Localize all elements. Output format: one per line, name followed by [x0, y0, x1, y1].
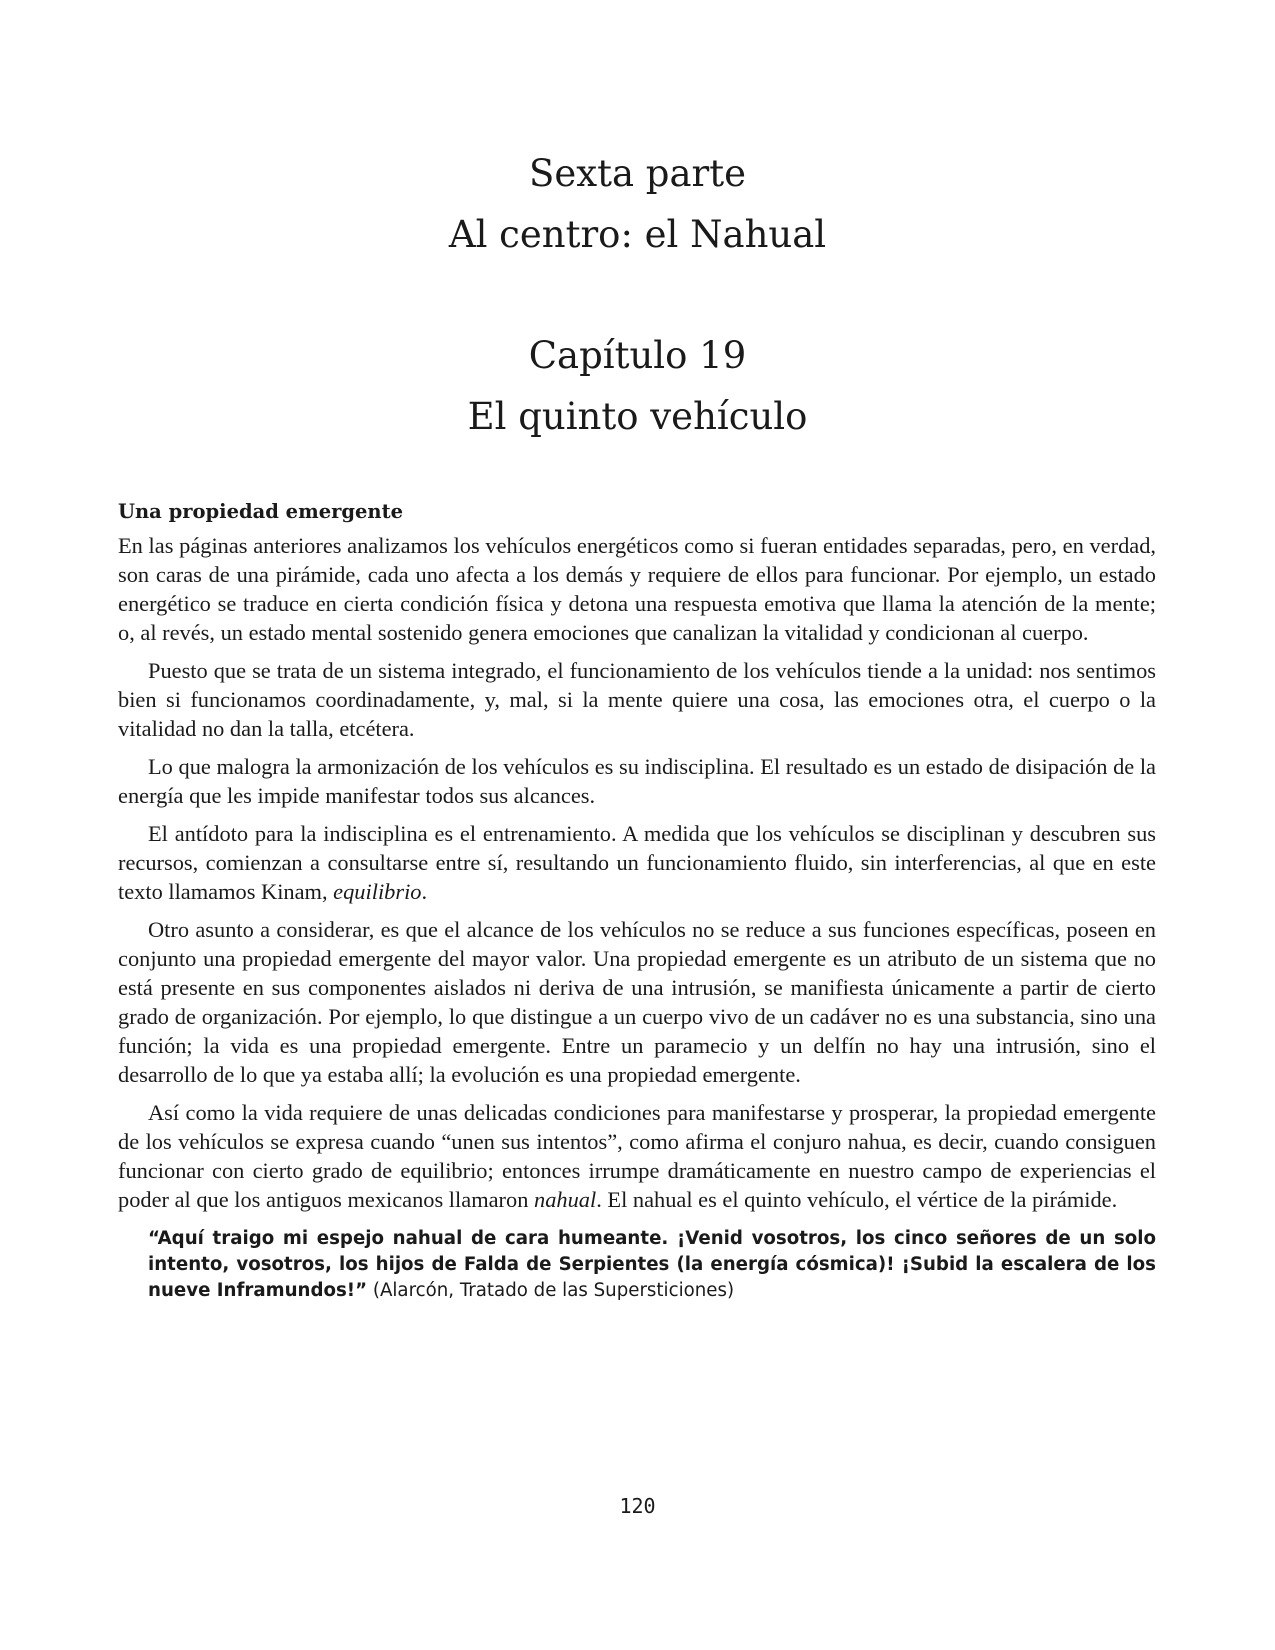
- paragraph-6: [118, 1098, 1156, 1214]
- chapter-heading: [0, 325, 1275, 447]
- paragraph-6-emphasis: nahual: [534, 1187, 597, 1212]
- body-text: [118, 499, 1156, 1304]
- paragraph-4-text: El antídoto para la indisciplina es el entrenamiento. A medida que los vehículos se disciplinan y descubren sus recursos, comienzan a consultarse entre sí, resultando un funcionamiento fluido, sin interferencias, al que en este texto llamamos Kinam,: [118, 821, 1156, 904]
- part-title: Al centro: el Nahual: [448, 213, 827, 256]
- chapter-title: El quinto vehículo: [467, 395, 808, 438]
- paragraph-6-text: Así como la vida requiere de unas delicadas condiciones para manifestarse y prosperar, la propiedad emergente de los vehículos se expresa cuando “unen sus intentos”, como afirma el conjuro nahua, es decir, cuando consiguen funcionar con cierto grado de equilibrio; entonces irrumpe dramáticamente en nuestro campo de experiencias el poder al que los antiguos mexicanos llamaron: [118, 1100, 1156, 1212]
- paragraph-2: Puesto que se trata de un sistema integrado, el funcionamiento de los vehículos tiende a la unidad: nos sentimos bien si funcionamos coordinadamente, y, mal, si la mente quiere una cosa, las emociones otra, el cuerpo o la vitalidad no dan la talla, etcétera.: [118, 658, 1156, 741]
- chapter-label: Capítulo 19: [528, 334, 747, 377]
- paragraph-4-end: .: [421, 879, 428, 904]
- paragraph-3: Lo que malogra la armonización de los vehículos es su indisciplina. El resultado es un estado de disipación de la energía que les impide manifestar todos sus alcances.: [118, 754, 1156, 808]
- page-number: 120: [619, 1494, 656, 1518]
- quote-citation: (Alarcón, Tratado de las Supersticiones): [367, 1280, 735, 1301]
- section-heading: Una propiedad emergente: [118, 500, 404, 523]
- part-label: Sexta parte: [529, 152, 746, 195]
- paragraph-1: En las páginas anteriores analizamos los vehículos energéticos como si fueran entidades separadas, pero, en verdad, son caras de una pirámide, cada uno afecta a los demás y requiere de ellos para funcionar. Por ejemplo, un estado energético se traduce en cierta condición física y detona una respuesta emotiva que llama la atención de la mente; o, al revés, un estado mental sostenido genera emociones que canalizan la vitalidad y condicionan al cuerpo.: [118, 533, 1156, 645]
- quote-text: “Aquí traigo mi espejo nahual de cara humeante. ¡Venid vosotros, los cinco señores de un solo intento, vosotros, los hijos de Falda de Serpientes (la energía cósmica)! ¡Subid la escalera de los nueve Inframundos!”: [148, 1228, 1156, 1301]
- part-heading: [0, 143, 1275, 265]
- paragraph-4: [118, 819, 1156, 906]
- paragraph-5: Otro asunto a considerar, es que el alcance de los vehículos no se reduce a sus funciones específicas, poseen en conjunto una propiedad emergente del mayor valor. Una propiedad emergente es un atributo de un sistema que no está presente en sus componentes aislados ni deriva de una intrusión, se manifiesta únicamente a partir de cierto grado de organización. Por ejemplo, lo que distingue a un cuerpo vivo de un cadáver no es una substancia, sino una función; la vida es una propiedad emergente. Entre un paramecio y un delfín no hay una intrusión, sino el desarrollo de lo que ya estaba allí; la evolución es una propiedad emergente.: [118, 917, 1156, 1087]
- block-quote: [148, 1226, 1156, 1304]
- paragraph-4-emphasis: equilibrio: [333, 879, 422, 904]
- paragraph-6-end: . El nahual es el quinto vehículo, el vértice de la pirámide.: [596, 1187, 1118, 1212]
